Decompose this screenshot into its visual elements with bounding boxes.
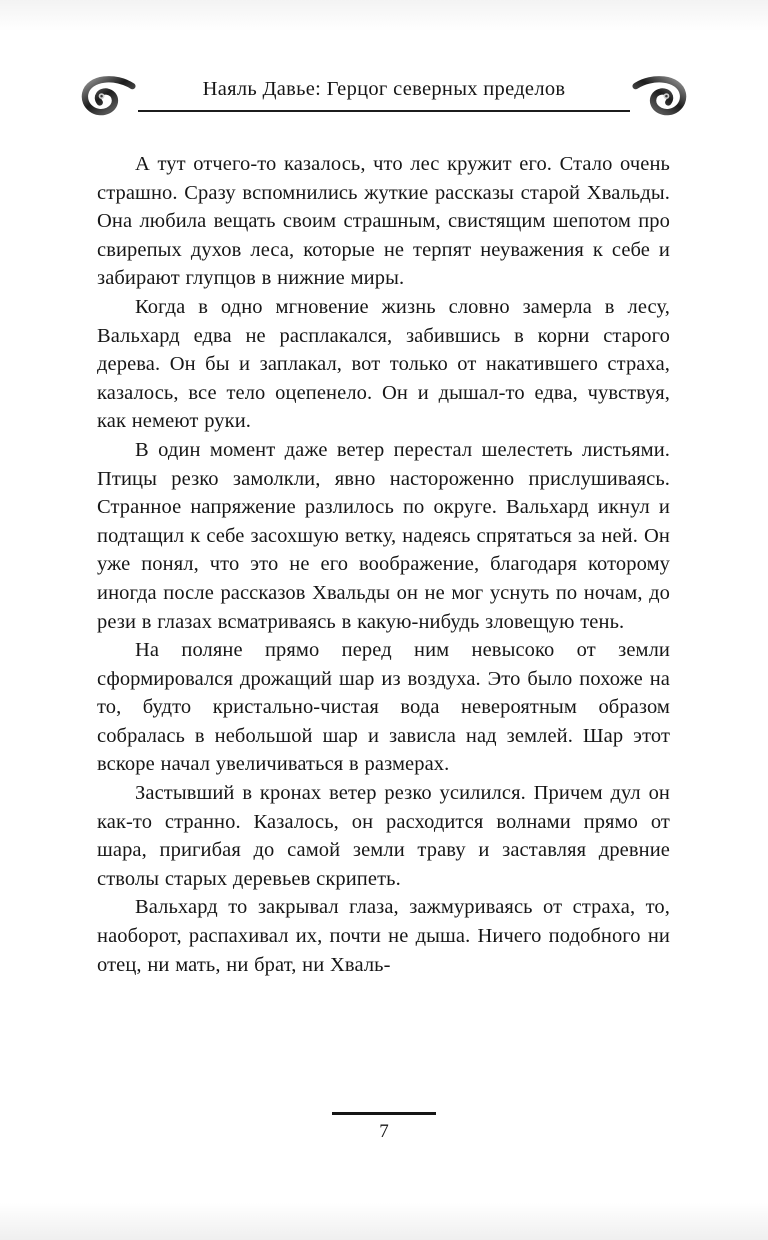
paragraph: А тут отчего-то казалось, что лес кружит его. Стало очень страшно. Сразу вспомнились жуткие рассказы старой Хвальды. Она любила вещать своим страшным, свистящим шепотом про свирепых духов леса, которые не терпят неуважения к себе и забирают глупцов в нижние миры. [97, 153, 670, 290]
page-footer [0, 1112, 768, 1143]
book-title: Наяль Давье: Герцог северных пределов [202, 78, 566, 100]
page-number: 7 [379, 1121, 389, 1142]
swirl-ornament-right-icon [632, 74, 690, 120]
paragraph: На поляне прямо перед ним невысоко от земли сформировался дрожащий шар из воздуха. Это было похоже на то, будто кристально-чистая вода невероятным образом собралась в небольшой шар и зависла над землей. Шар этот вскоре начал увеличиваться в размерах. [97, 639, 670, 776]
paragraph: Вальхард то закрывал глаза, зажмуриваясь от страха, то, наоборот, распахивал их, почти не дыша. Ничего подобного ни отец, ни мать, ни брат, ни Хваль- [97, 896, 670, 976]
footer-rule [332, 1112, 436, 1115]
page-header [78, 72, 690, 118]
paragraph: В один момент даже ветер перестал шелестеть листьями. Птицы резко замолкли, явно настороженно прислушиваясь. Странное напряжение разлилось по округе. Вальхард икнул и подтащил к себе засохшую ветку, надеясь спрятаться за ней. Он уже понял, что это не его воображение, благодаря которому иногда после рассказов Хвальды он не мог уснуть по ночам, до рези в глазах всматриваясь в какую-нибудь зловещую тень. [97, 438, 670, 633]
body-text [97, 150, 670, 979]
swirl-ornament-left-icon [78, 74, 136, 120]
paragraph: Когда в одно мгновение жизнь словно замерла в лесу, Вальхард едва не расплакался, забившись в корни старого дерева. Он бы и заплакал, вот только от накатившего страха, казалось, все тело оцепенело. Он и дышал-то едва, чувствуя, как немеют руки. [97, 295, 670, 433]
running-head-rule [138, 78, 630, 112]
paragraph: Застывший в кронах ветер резко усилился. Причем дул он как-то странно. Казалось, он расходится волнами прямо от шара, пригибая до самой земли траву и заставляя древние стволы старых деревьев скрипеть. [97, 782, 670, 890]
